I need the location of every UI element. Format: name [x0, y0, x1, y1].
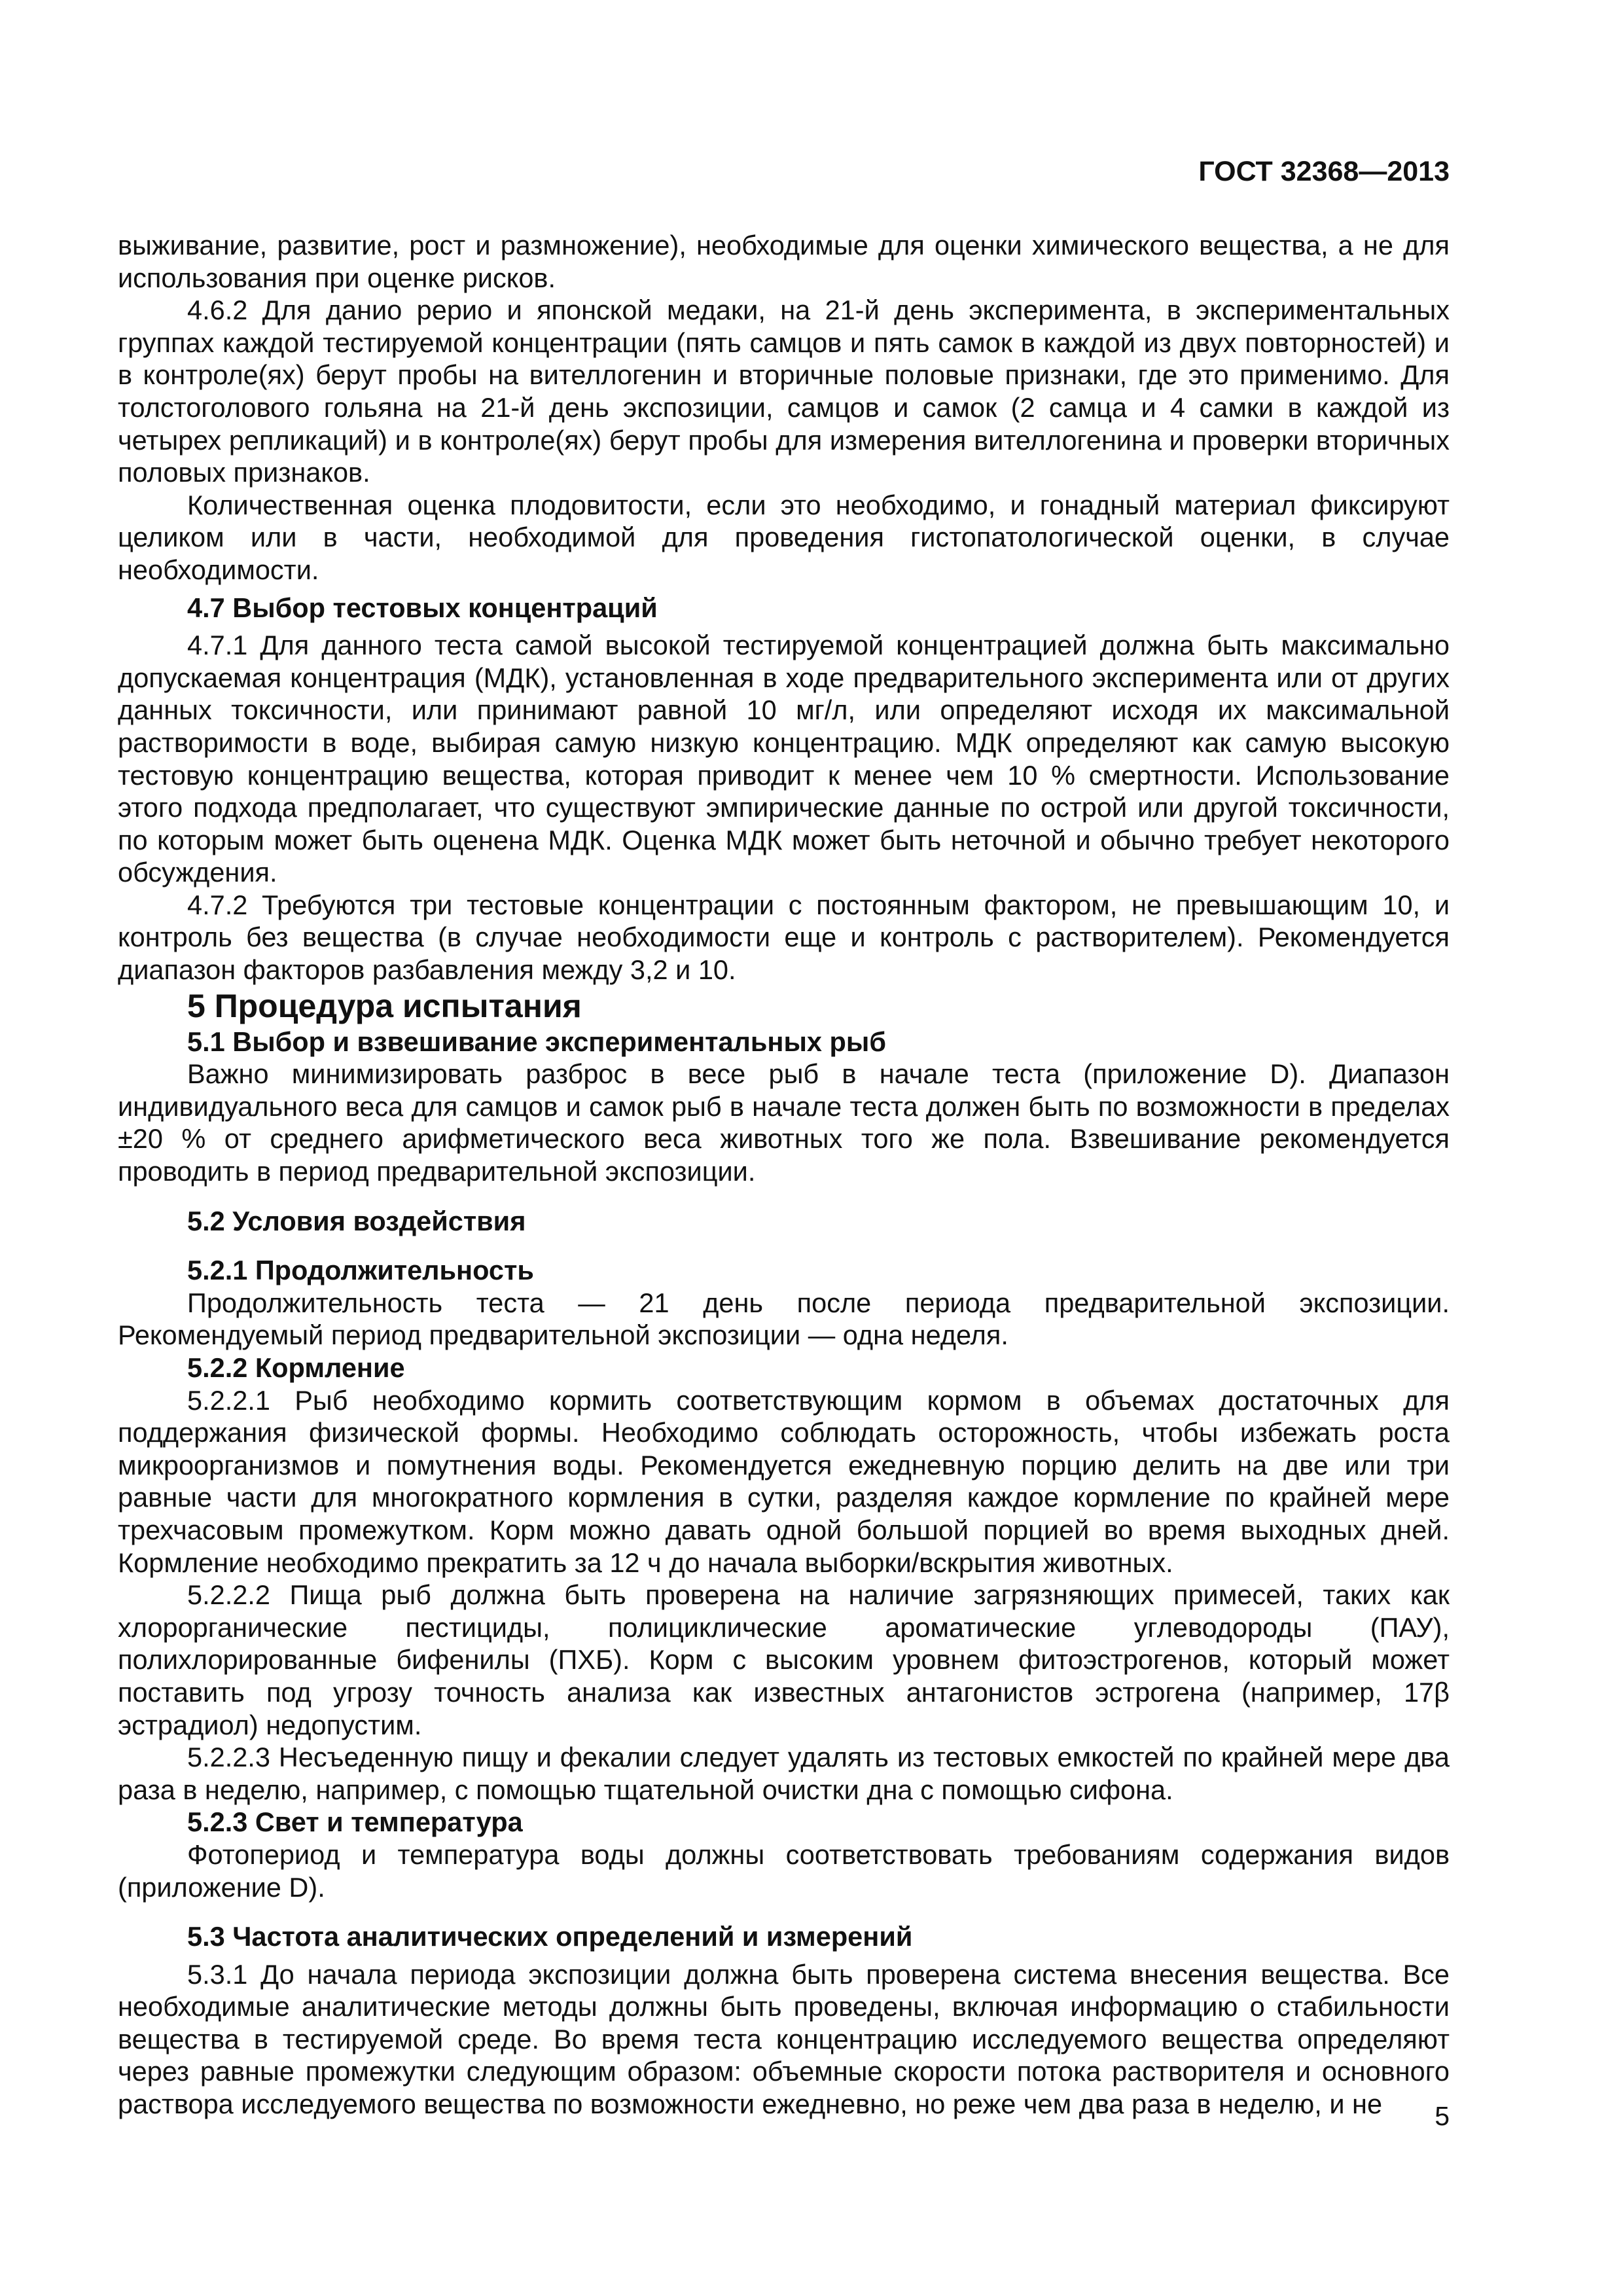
document-id-header: ГОСТ 32368—2013 — [1198, 156, 1450, 187]
paragraph: Продолжительность теста — 21 день после периода предварительной экспозиции. Рекомендуемый период предварительной экспозиции — одна неделя. — [118, 1287, 1450, 1351]
paragraph: 4.7.1 Для данного теста самой высокой тестируемой концентрацией должна быть максимально допускаемая концентрация (МДК), установленная в ходе предварительного эксперимента или от других данных токсичности, или принимают равной 10 мг/л, или определяют исходя их максимальной растворимости в воде, выбирая самую низкую концентрацию. МДК определяют как самую высокую тестовую концентрацию вещества, которая приводит к менее чем 10 % смертности. Использование этого подхода предполагает, что существуют эмпирические данные по острой или другой токсичности, по которым может быть оценена МДК. Оценка МДК может быть неточной и обычно требует некоторого обсуждения. — [118, 630, 1450, 888]
section-heading: 4.7 Выбор тестовых концентраций — [187, 592, 658, 623]
subsection-heading: 5.2.1 Продолжительность — [187, 1255, 534, 1286]
chapter-heading: 5 Процедура испытания — [187, 987, 582, 1024]
paragraph: Фотопериод и температура воды должны соответствовать требованиям содержания видов (приложение D). — [118, 1839, 1450, 1903]
section-heading: 5.3 Частота аналитических определений и измерений — [187, 1921, 913, 1952]
paragraph: 4.7.2 Требуются три тестовые концентрации с постоянным фактором, не превышающим 10, и контроль без вещества (в случае необходимости еще и контроль с растворителем). Рекомендуется диапазон факторов разбавления между 3,2 и 10. — [118, 889, 1450, 986]
paragraph: 5.2.2.2 Пища рыб должна быть проверена на наличие загрязняющих примесей, таких как хлорорганические пестициды, полициклические ароматические углеводороды (ПАУ), полихлорированные бифенилы (ПХБ). Корм с высоким уровнем фитоэстрогенов, который может поставить под угрозу точность анализа как известных антагонистов эстрогена (например, 17β эстрадиол) недопустим. — [118, 1579, 1450, 1740]
paragraph: Важно минимизировать разброс в весе рыб в начале теста (приложение D). Диапазон индивидуального веса для самцов и самок рыб в начале теста должен быть по возможности в пределах ±20 % от среднего арифметического веса животных того же пола. Взвешивание рекомендуется проводить в период предварительной экспозиции. — [118, 1058, 1450, 1187]
document-body — [118, 229, 1450, 2121]
paragraph: 5.3.1 До начала периода экспозиции должна быть проверена система внесения вещества. Все необходимые аналитические методы должны быть проведены, включая информацию о стабильности вещества в тестируемой среде. Во время теста концентрацию исследуемого вещества определяют через равные промежутки следующим образом: объемные скорости потока растворителя и основного раствора исследуемого вещества по возможности ежедневно, но реже чем два раза в неделю, и не — [118, 1958, 1450, 2120]
paragraph: 4.6.2 Для данио рерио и японской медаки, на 21-й день эксперимента, в экспериментальных группах каждой тестируемой концентрации (пять самцов и пять самок в каждой из двух повторностей) и в контроле(ях) берут пробы на вителлогенин и вторичные половые признаки, где это применимо. Для толстоголового гольяна на 21-й день экспозиции, самцов и самок (2 самца и 4 самки в каждой из четырех репликаций) и в контроле(ях) берут пробы для измерения вителлогенина и проверки вторичных половых признаков. — [118, 295, 1450, 488]
subsection-heading: 5.2.3 Свет и температура — [187, 1806, 523, 1838]
subsection-heading: 5.2.2 Кормление — [187, 1352, 405, 1383]
paragraph: Количественная оценка плодовитости, если это необходимо, и гонадный материал фиксируют целиком или в части, необходимой для проведения гистопатологической оценки, в случае необходимости. — [118, 489, 1450, 585]
document-page — [118, 0, 1450, 2296]
paragraph: 5.2.2.1 Рыб необходимо кормить соответствующим кормом в объемах достаточных для поддержания физической формы. Необходимо соблюдать осторожность, чтобы избежать роста микроорганизмов и помутнения воды. Рекомендуется ежедневную порцию делить на две или три равные части для многократного кормления в сутки, разделяя каждое кормление по крайней мере трехчасовым промежутком. Корм можно давать одной большой порцией во время выходных дней. Кормление необходимо прекратить за 12 ч до начала выборки/вскрытия животных. — [118, 1384, 1450, 1578]
section-heading: 5.1 Выбор и взвешивание экспериментальных рыб — [187, 1026, 886, 1057]
page-number: 5 — [1435, 2101, 1450, 2131]
paragraph: выживание, развитие, рост и размножение), необходимые для оценки химического вещества, а не для использования при оценке рисков. — [118, 230, 1450, 293]
section-heading: 5.2 Условия воздействия — [187, 1205, 526, 1236]
paragraph: 5.2.2.3 Несъеденную пищу и фекалии следует удалять из тестовых емкостей по крайней мере два раза в неделю, например, с помощью тщательной очистки дна с помощью сифона. — [118, 1742, 1450, 1805]
